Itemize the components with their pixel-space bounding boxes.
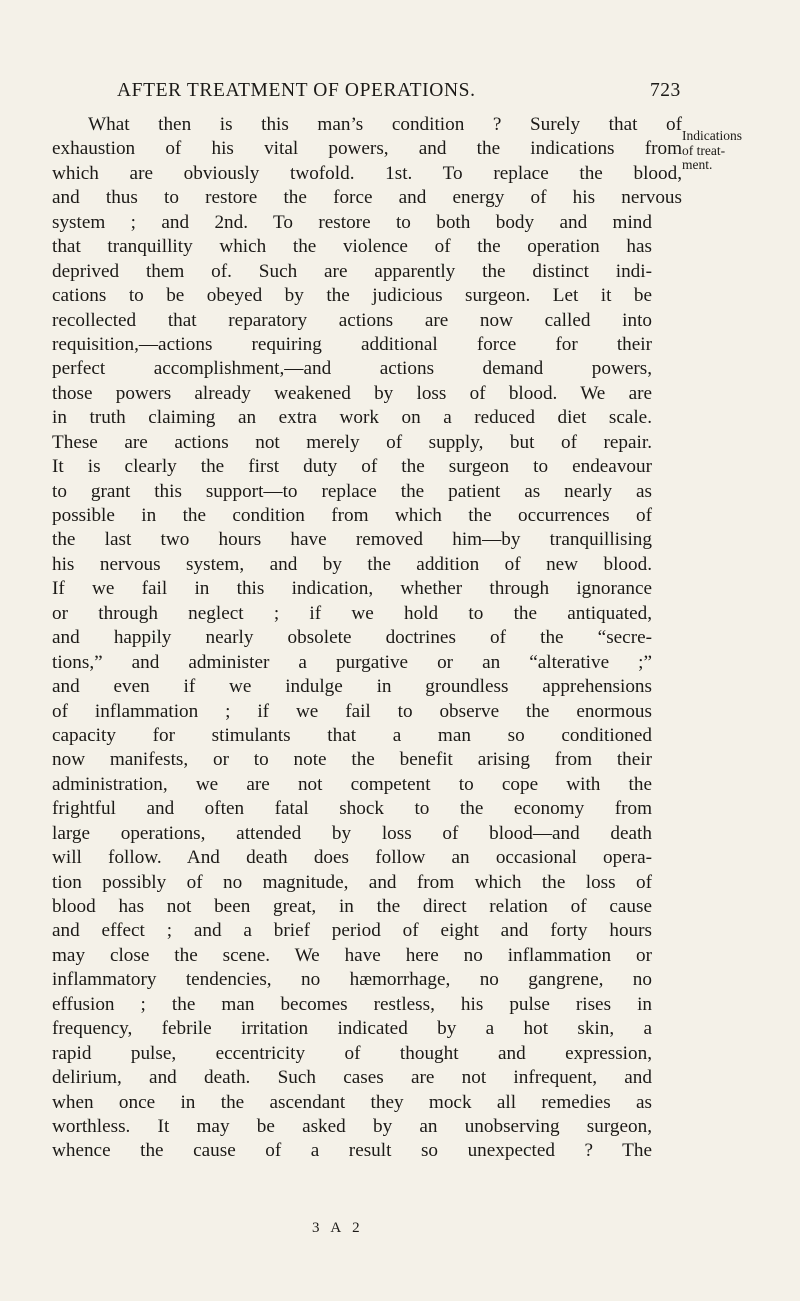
text-line: exhaustion of his vital powers, and the indications from	[52, 138, 682, 160]
text-line: frightful and often fatal shock to the economy from	[52, 798, 652, 820]
text-line: system ; and 2nd. To restore to both body and mind	[52, 211, 652, 233]
margin-note	[682, 129, 742, 173]
text-line: requisition,—actions requiring additional force for their	[52, 333, 652, 355]
text-line: and thus to restore the force and energy of his nervous	[52, 187, 682, 209]
text-line: or through neglect ; if we hold to the antiquated,	[52, 602, 652, 624]
text-line: large operations, attended by loss of blood—and death	[52, 822, 652, 844]
text-line: and happily nearly obsolete doctrines of the “secre-	[52, 627, 652, 649]
text-line: to grant this support—to replace the patient as nearly as	[52, 480, 652, 502]
text-line: will follow. And death does follow an occasional opera-	[52, 847, 652, 869]
text-line: when once in the ascendant they mock all remedies as	[52, 1091, 652, 1113]
page-header	[0, 76, 800, 106]
text-line: whence the cause of a result so unexpected ? The	[52, 1140, 652, 1162]
text-line: What then is this man’s condition ? Surely that of	[88, 114, 682, 135]
page-number: 723	[650, 80, 681, 101]
text-line: cations to be obeyed by the judicious surgeon. Let it be	[52, 285, 652, 307]
text-line: recollected that reparatory actions are now called into	[52, 309, 652, 331]
text-line: delirium, and death. Such cases are not infrequent, and	[52, 1067, 652, 1089]
text-line: which are obviously twofold. 1st. To replace the blood,	[52, 162, 682, 184]
text-line: These are actions not merely of supply, but of repair.	[52, 431, 652, 453]
text-line: in truth claiming an extra work on a reduced diet scale.	[52, 407, 652, 429]
text-line: his nervous system, and by the addition of new blood.	[52, 553, 652, 575]
signature-mark: 3 A 2	[312, 1220, 364, 1236]
text-line: and even if we indulge in groundless apprehensions	[52, 676, 652, 698]
text-line: capacity for stimulants that a man so conditioned	[52, 724, 652, 746]
text-line: rapid pulse, eccentricity of thought and expression,	[52, 1042, 652, 1064]
text-line: the last two hours have removed him—by tranquillising	[52, 529, 652, 551]
text-line: those powers already weakened by loss of blood. We are	[52, 382, 652, 404]
margin-note-line: Indications	[682, 128, 742, 143]
text-line: administration, we are not competent to cope with the	[52, 773, 652, 795]
text-line: and effect ; and a brief period of eight and forty hours	[52, 920, 652, 942]
text-line: effusion ; the man becomes restless, his pulse rises in	[52, 993, 652, 1015]
text-line: frequency, febrile irritation indicated by a hot skin, a	[52, 1018, 652, 1040]
margin-note-line: of treat-	[682, 142, 726, 158]
text-line: deprived them of. Such are apparently the distinct indi-	[52, 260, 652, 282]
text-line: tion possibly of no magnitude, and from which the loss of	[52, 871, 652, 893]
text-line: perfect accomplishment,—and actions demand powers,	[52, 358, 652, 380]
text-line: inflammatory tendencies, no hæmorrhage, no gangrene, no	[52, 969, 652, 991]
text-line: that tranquillity which the violence of the operation has	[52, 236, 652, 258]
text-line: possible in the condition from which the occurrences of	[52, 505, 652, 526]
running-title: AFTER TREATMENT OF OPERATIONS.	[117, 80, 476, 101]
text-line: blood has not been great, in the direct relation of cause	[52, 896, 652, 917]
text-line: may close the scene. We have here no inflammation or	[52, 944, 652, 966]
text-line: of inflammation ; if we fail to observe the enormous	[52, 700, 652, 722]
text-line: now manifests, or to note the benefit arising from their	[52, 749, 652, 771]
text-line: tions,” and administer a purgative or an “alterative ;”	[52, 651, 652, 673]
text-line: worthless. It may be asked by an unobserving surgeon,	[52, 1115, 652, 1137]
text-line: If we fail in this indication, whether through ignorance	[52, 578, 652, 600]
body-text	[52, 113, 682, 1164]
text-line: It is clearly the first duty of the surgeon to endeavour	[52, 456, 652, 478]
margin-note-line: ment.	[682, 157, 713, 173]
